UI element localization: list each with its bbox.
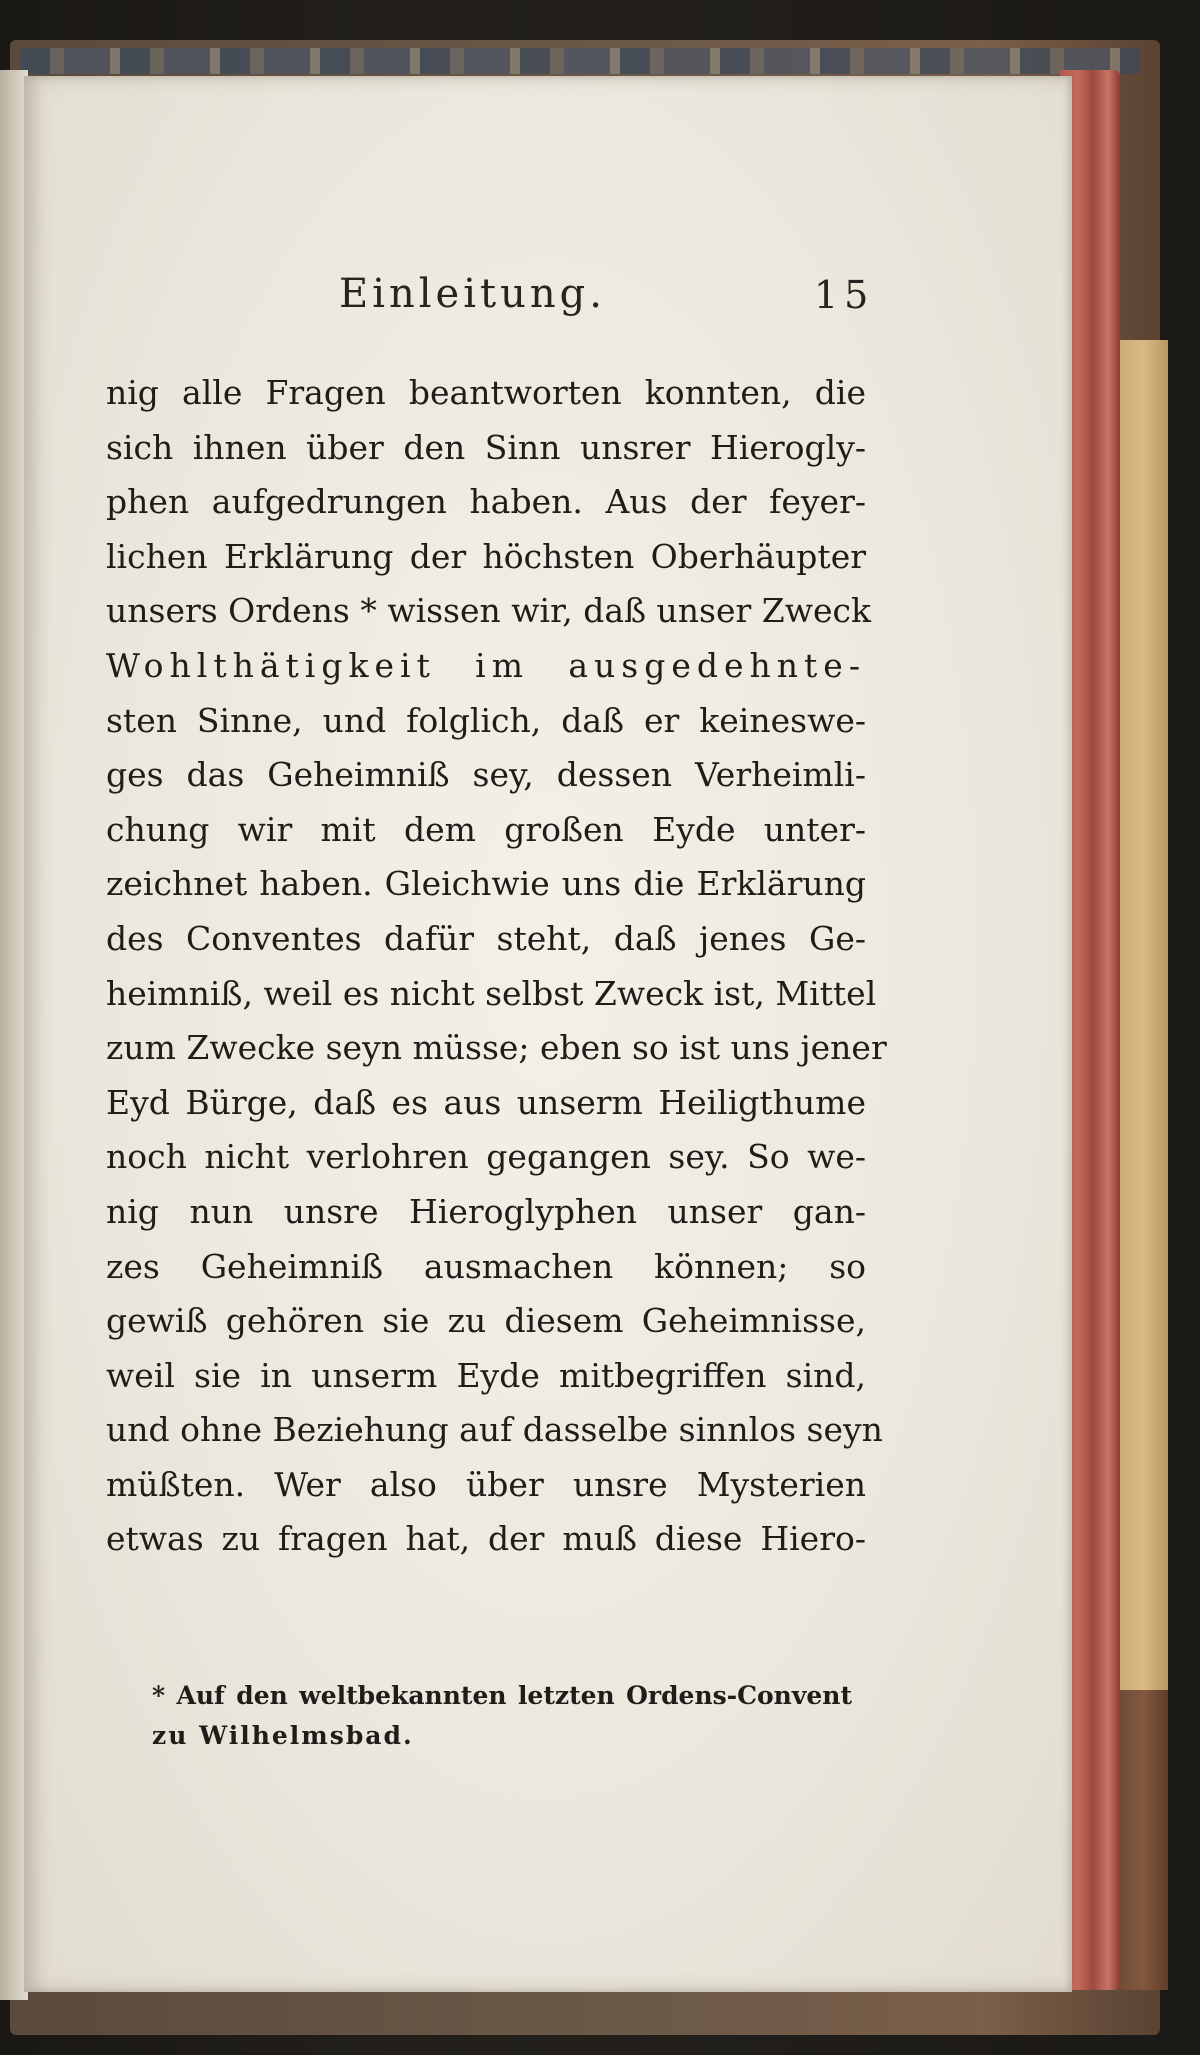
text-line: gewiß gehören sie zu diesem Geheimnisse, — [106, 1301, 866, 1341]
text-line: zum Zwecke seyn müsse; eben so ist uns jener — [106, 1028, 887, 1068]
text-line: unsers Ordens * wissen wir, daß unser Zweck — [106, 591, 871, 631]
text-line: noch nicht verlohren gegangen sey. So we- — [106, 1137, 866, 1177]
text-line: phen aufgedrungen haben. Aus der feyer- — [106, 482, 866, 522]
text-line: und ohne Beziehung auf dasselbe sinnlos seyn — [106, 1410, 883, 1450]
book-page — [24, 76, 1072, 1992]
text-line: etwas zu fragen hat, der muß diese Hiero- — [106, 1519, 866, 1559]
binding-strip — [1118, 340, 1168, 1690]
binding-strip-lower — [1118, 1690, 1168, 1990]
text-line: heimniß, weil es nicht selbst Zweck ist, Mittel — [106, 973, 877, 1013]
text-line: nig nun unsre Hieroglyphen unser gan- — [106, 1191, 866, 1231]
footnote-line: zu Wilhelmsbad. — [152, 1721, 414, 1750]
text-line: sich ihnen über den Sinn unsrer Hierogly- — [106, 427, 866, 467]
page-header — [24, 271, 1072, 331]
text-line: zeichnet haben. Gleichwie uns die Erklärung — [106, 864, 866, 904]
text-line: nig alle Fragen beantworten konnten, die — [106, 373, 866, 412]
text-line: Wohlthätigkeit im ausgedehnte- — [106, 645, 866, 685]
text-line: müßten. Wer also über unsre Mysterien — [106, 1464, 866, 1504]
text-line: ges das Geheimniß sey, dessen Verheimli- — [106, 755, 866, 795]
text-line: des Conventes dafür steht, daß jenes Ge- — [106, 918, 866, 958]
running-title: Einleitung. — [339, 271, 606, 317]
cover-top-edge — [20, 48, 1140, 74]
footnote-line: * Auf den weltbekannten letzten Ordens-Convent — [152, 1681, 852, 1710]
text-line: weil sie in unserm Eyde mitbegriffen sind, — [106, 1355, 866, 1395]
text-line: Eyd Bürge, daß es aus unserm Heiligthume — [106, 1082, 866, 1122]
text-line: lichen Erklärung der höchsten Oberhäupter — [106, 536, 866, 576]
footnote — [152, 1676, 874, 1756]
text-line: chung wir mit dem großen Eyde unter- — [106, 809, 866, 849]
text-line: zes Geheimniß ausmachen können; so — [106, 1246, 866, 1286]
body-text — [106, 366, 887, 1567]
page-number: 15 — [814, 273, 875, 317]
text-line: sten Sinne, und folglich, daß er keineswe- — [106, 700, 866, 740]
